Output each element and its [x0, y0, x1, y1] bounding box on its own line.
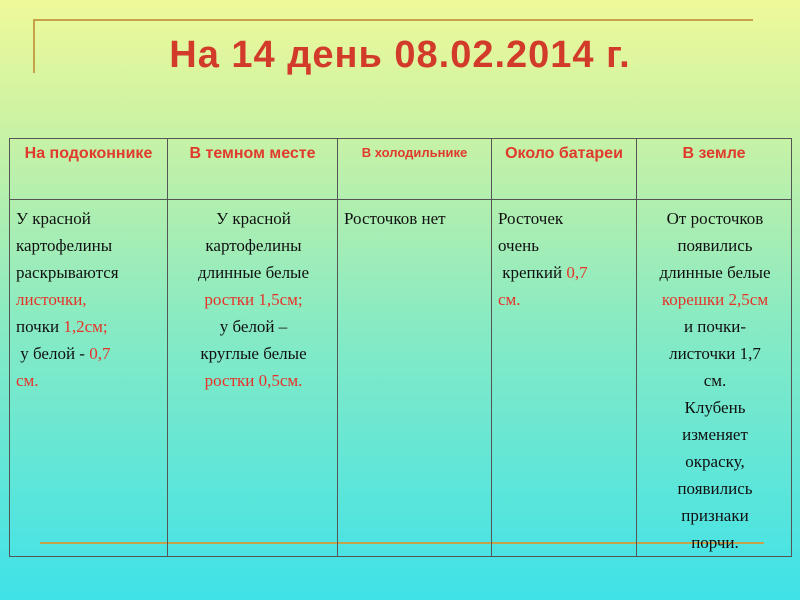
observation-table	[9, 138, 792, 557]
cell-line: Росточков нет	[344, 209, 446, 228]
column-header: В земле	[637, 139, 792, 200]
cell-line: раскрываются	[16, 263, 119, 282]
cell-line: признаки	[681, 506, 749, 525]
column-header: На подоконнике	[10, 139, 168, 200]
cell-line: очень	[498, 236, 540, 255]
cell-line: От росточков	[666, 209, 764, 228]
column-header: Около батареи	[492, 139, 637, 200]
cell-line: листочки,	[16, 290, 87, 309]
page-title: На 14 день 08.02.2014 г.	[169, 34, 631, 76]
cell-line: круглые белые	[200, 344, 307, 363]
cell-line: длинные белые	[197, 263, 310, 282]
cell-line: 0,7	[89, 344, 111, 363]
cell-line: Росточек	[498, 209, 564, 228]
cell-fridge	[338, 200, 492, 557]
cell-line: Клубень	[684, 398, 746, 417]
cell-line: см.	[498, 290, 521, 309]
cell-line: листочки 1,7	[669, 344, 761, 363]
cell-windowsill	[10, 200, 168, 557]
cell-line: длинные белые	[659, 263, 771, 282]
table-row	[10, 200, 792, 557]
cell-line: появились	[677, 479, 753, 498]
column-header: В холодильнике	[338, 139, 492, 200]
cell-line: окраску,	[685, 452, 745, 471]
cell-line: ростки 1,5см;	[204, 290, 303, 309]
cell-line: почки	[16, 317, 64, 336]
cell-line: У красной	[216, 209, 291, 228]
cell-dark-place	[168, 200, 338, 557]
cell-line: 1,2см;	[63, 317, 108, 336]
cell-line: у белой –	[219, 317, 288, 336]
table-header-row	[10, 139, 792, 200]
cell-line: ростки 0,5см.	[204, 371, 303, 390]
cell-soil	[637, 200, 792, 557]
cell-line: у белой -	[16, 344, 90, 363]
cell-line: корешки 2,5см	[661, 290, 769, 309]
top-frame-line	[33, 19, 753, 21]
cell-line: и почки-	[683, 317, 747, 336]
cell-line: У красной	[16, 209, 91, 228]
cell-line: картофелины	[16, 236, 113, 255]
cell-line: см.	[16, 371, 39, 390]
cell-battery	[492, 200, 637, 557]
cell-line: картофелины	[205, 236, 302, 255]
cell-line: 0,7	[566, 263, 588, 282]
cell-line: изменяет	[682, 425, 748, 444]
cell-line: появились	[677, 236, 753, 255]
cell-line: крепкий	[498, 263, 567, 282]
cell-line: порчи.	[691, 533, 739, 552]
cell-line: см.	[703, 371, 727, 390]
column-header: В темном месте	[168, 139, 338, 200]
